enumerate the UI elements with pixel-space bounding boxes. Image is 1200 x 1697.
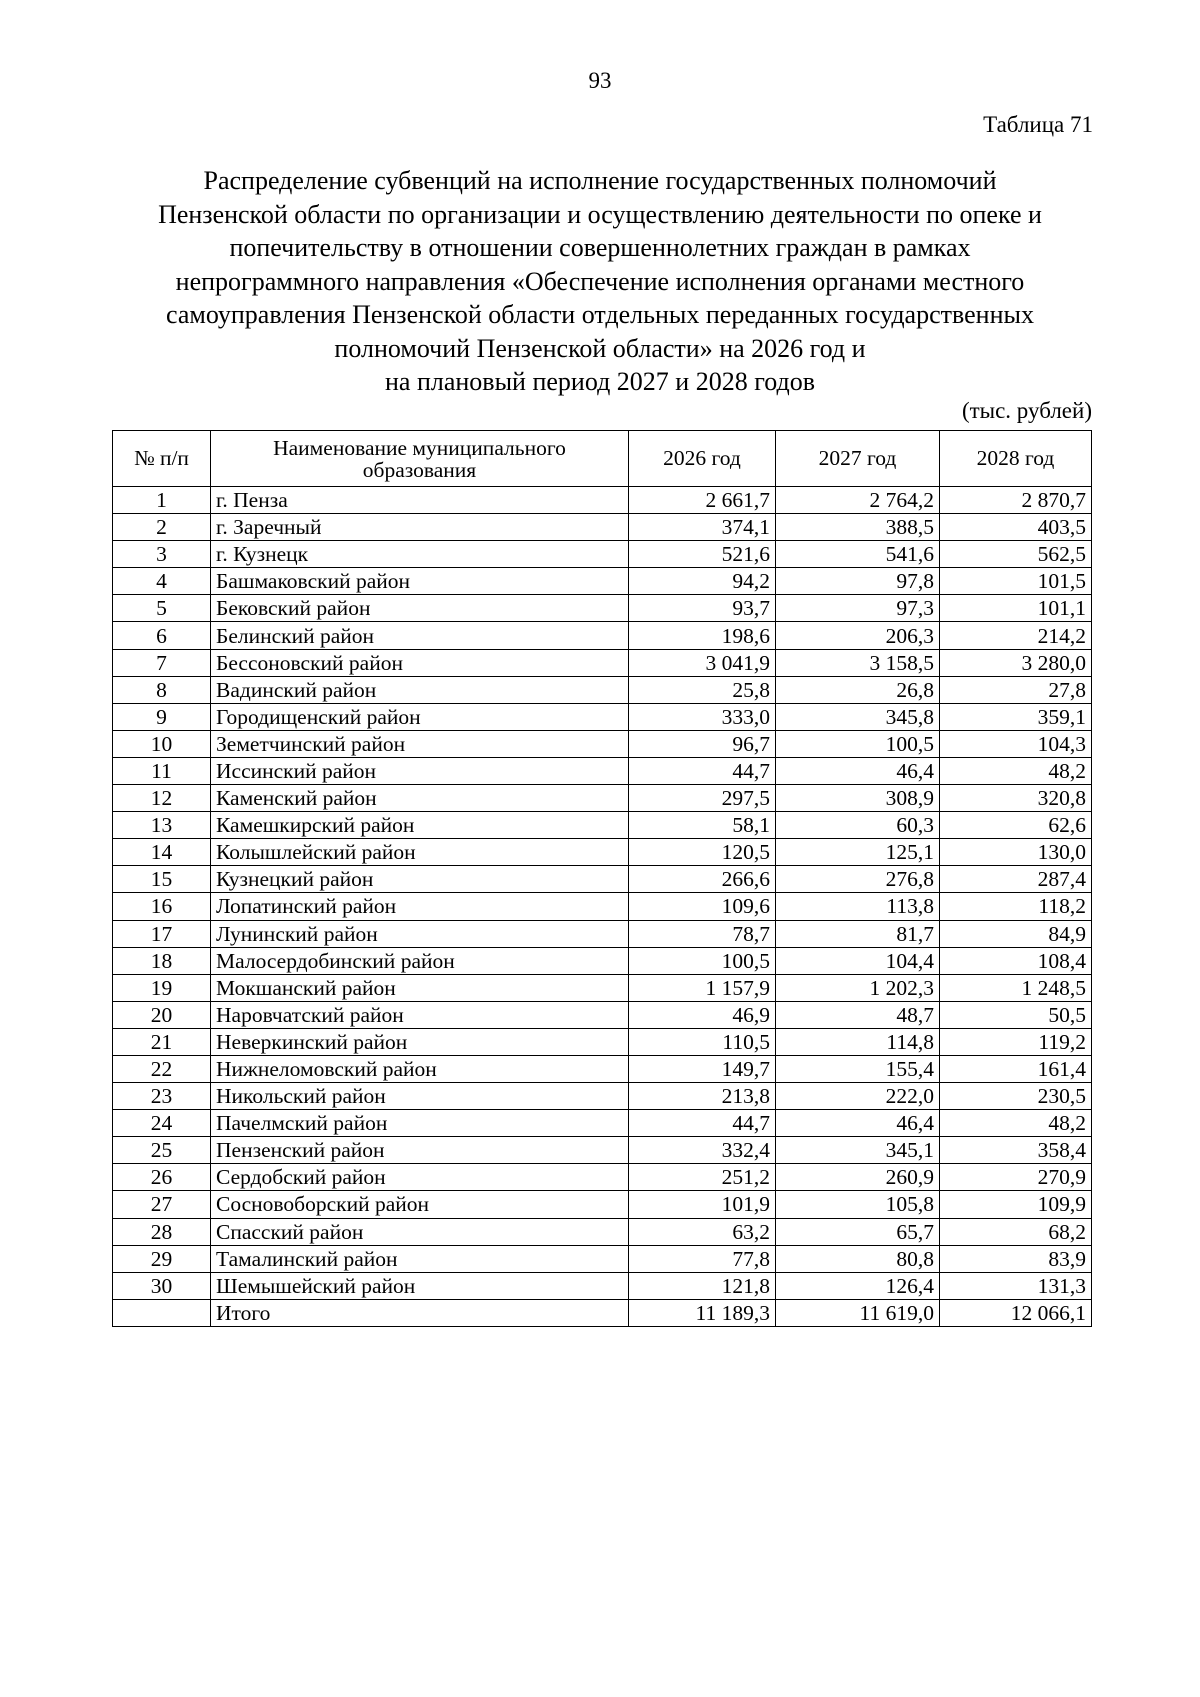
value-2027: 260,9 [776, 1164, 940, 1191]
table-row [113, 785, 1092, 812]
total-row [113, 1299, 1092, 1326]
value-2026: 1 157,9 [629, 974, 776, 1001]
table-row [113, 757, 1092, 784]
value-2026: 25,8 [629, 676, 776, 703]
row-number: 6 [113, 622, 211, 649]
table-row [113, 947, 1092, 974]
table-row [113, 1137, 1092, 1164]
value-2028: 230,5 [940, 1083, 1092, 1110]
row-number: 20 [113, 1001, 211, 1028]
table-row [113, 649, 1092, 676]
value-2027: 388,5 [776, 514, 940, 541]
value-2027: 97,3 [776, 595, 940, 622]
table-row [113, 1245, 1092, 1272]
municipality-name: Спасский район [211, 1218, 629, 1245]
table-row [113, 812, 1092, 839]
table-number: Таблица 71 [983, 112, 1093, 137]
table-row [113, 974, 1092, 1001]
value-2026: 521,6 [629, 541, 776, 568]
row-number: 15 [113, 866, 211, 893]
table-row [113, 703, 1092, 730]
municipality-name: Вадинский район [211, 676, 629, 703]
value-2028: 403,5 [940, 514, 1092, 541]
value-2027: 80,8 [776, 1245, 940, 1272]
title-line: Пензенской области по организации и осуществлению деятельности по опеке и [158, 199, 1042, 229]
value-2027: 104,4 [776, 947, 940, 974]
row-number: 17 [113, 920, 211, 947]
municipality-name: Бековский район [211, 595, 629, 622]
table-row [113, 730, 1092, 757]
row-number: 21 [113, 1028, 211, 1055]
row-number: 22 [113, 1055, 211, 1082]
value-2027: 541,6 [776, 541, 940, 568]
value-2026: 333,0 [629, 703, 776, 730]
value-2026: 149,7 [629, 1055, 776, 1082]
table-row [113, 487, 1092, 514]
row-number: 12 [113, 785, 211, 812]
value-2026: 77,8 [629, 1245, 776, 1272]
municipality-name: Сосновоборский район [211, 1191, 629, 1218]
value-2027: 100,5 [776, 730, 940, 757]
municipality-name: Шемышейский район [211, 1272, 629, 1299]
value-2026: 332,4 [629, 1137, 776, 1164]
row-number: 2 [113, 514, 211, 541]
value-2028: 109,9 [940, 1191, 1092, 1218]
table-row [113, 1218, 1092, 1245]
value-2026: 78,7 [629, 920, 776, 947]
table-row [113, 1028, 1092, 1055]
value-2026: 63,2 [629, 1218, 776, 1245]
table-row [113, 839, 1092, 866]
value-2027: 105,8 [776, 1191, 940, 1218]
value-2028: 1 248,5 [940, 974, 1092, 1001]
total-2027: 11 619,0 [776, 1299, 940, 1326]
value-2028: 101,5 [940, 568, 1092, 595]
row-number: 3 [113, 541, 211, 568]
row-number: 19 [113, 974, 211, 1001]
value-2026: 121,8 [629, 1272, 776, 1299]
value-2028: 161,4 [940, 1055, 1092, 1082]
value-2027: 1 202,3 [776, 974, 940, 1001]
header-2028: 2028 год [940, 431, 1092, 487]
municipality-name: г. Кузнецк [211, 541, 629, 568]
value-2028: 84,9 [940, 920, 1092, 947]
value-2028: 270,9 [940, 1164, 1092, 1191]
row-number: 18 [113, 947, 211, 974]
value-2026: 109,6 [629, 893, 776, 920]
value-2028: 118,2 [940, 893, 1092, 920]
table-row [113, 1191, 1092, 1218]
table-row [113, 1272, 1092, 1299]
municipality-name: Неверкинский район [211, 1028, 629, 1055]
row-number: 11 [113, 757, 211, 784]
value-2026: 44,7 [629, 757, 776, 784]
row-number: 28 [113, 1218, 211, 1245]
value-2026: 198,6 [629, 622, 776, 649]
table-row [113, 866, 1092, 893]
total-2028: 12 066,1 [940, 1299, 1092, 1326]
value-2026: 266,6 [629, 866, 776, 893]
municipality-name: г. Пенза [211, 487, 629, 514]
row-number: 24 [113, 1110, 211, 1137]
table-row [113, 920, 1092, 947]
value-2028: 2 870,7 [940, 487, 1092, 514]
table-row [113, 622, 1092, 649]
municipality-name: Колышлейский район [211, 839, 629, 866]
table-row [113, 595, 1092, 622]
value-2026: 110,5 [629, 1028, 776, 1055]
value-2028: 119,2 [940, 1028, 1092, 1055]
value-2026: 120,5 [629, 839, 776, 866]
value-2026: 213,8 [629, 1083, 776, 1110]
municipality-name: Бессоновский район [211, 649, 629, 676]
value-2028: 358,4 [940, 1137, 1092, 1164]
value-2027: 26,8 [776, 676, 940, 703]
municipality-name: Малосердобинский район [211, 947, 629, 974]
row-number: 7 [113, 649, 211, 676]
row-number: 23 [113, 1083, 211, 1110]
value-2027: 125,1 [776, 839, 940, 866]
municipality-name: Нижнеломовский район [211, 1055, 629, 1082]
row-number: 8 [113, 676, 211, 703]
municipality-name: Пензенский район [211, 1137, 629, 1164]
value-2027: 46,4 [776, 757, 940, 784]
value-2028: 62,6 [940, 812, 1092, 839]
row-number: 14 [113, 839, 211, 866]
table-row [113, 541, 1092, 568]
value-2026: 93,7 [629, 595, 776, 622]
header-municipality: Наименование муниципального образования [211, 431, 629, 487]
value-2028: 287,4 [940, 866, 1092, 893]
table-header-row [113, 431, 1092, 487]
value-2028: 130,0 [940, 839, 1092, 866]
value-2028: 3 280,0 [940, 649, 1092, 676]
subventions-table [112, 430, 1092, 1327]
value-2027: 46,4 [776, 1110, 940, 1137]
page-number: 93 [588, 68, 612, 93]
municipality-name: Лопатинский район [211, 893, 629, 920]
municipality-name: г. Заречный [211, 514, 629, 541]
value-2028: 214,2 [940, 622, 1092, 649]
value-2028: 83,9 [940, 1245, 1092, 1272]
municipality-name: Кузнецкий район [211, 866, 629, 893]
value-2028: 68,2 [940, 1218, 1092, 1245]
row-number: 9 [113, 703, 211, 730]
header-2026: 2026 год [629, 431, 776, 487]
header-number: № п/п [113, 431, 211, 487]
title-line: самоуправления Пензенской области отдельных переданных государственных [166, 300, 1034, 329]
table-row [113, 514, 1092, 541]
value-2027: 222,0 [776, 1083, 940, 1110]
value-2026: 46,9 [629, 1001, 776, 1028]
row-number: 26 [113, 1164, 211, 1191]
value-2026: 374,1 [629, 514, 776, 541]
value-2027: 2 764,2 [776, 487, 940, 514]
value-2027: 114,8 [776, 1028, 940, 1055]
units-label: (тыс. рублей) [961, 398, 1092, 423]
table-title [100, 164, 1100, 399]
row-number: 5 [113, 595, 211, 622]
row-number: 27 [113, 1191, 211, 1218]
row-number: 13 [113, 812, 211, 839]
value-2027: 345,1 [776, 1137, 940, 1164]
municipality-name: Тамалинский район [211, 1245, 629, 1272]
municipality-name: Белинский район [211, 622, 629, 649]
value-2028: 48,2 [940, 757, 1092, 784]
municipality-name: Лунинский район [211, 920, 629, 947]
row-number: 16 [113, 893, 211, 920]
value-2026: 96,7 [629, 730, 776, 757]
value-2028: 562,5 [940, 541, 1092, 568]
value-2026: 58,1 [629, 812, 776, 839]
municipality-name: Камешкирский район [211, 812, 629, 839]
value-2027: 206,3 [776, 622, 940, 649]
row-number: 25 [113, 1137, 211, 1164]
row-number: 29 [113, 1245, 211, 1272]
value-2026: 3 041,9 [629, 649, 776, 676]
row-number: 10 [113, 730, 211, 757]
table-row [113, 676, 1092, 703]
value-2027: 97,8 [776, 568, 940, 595]
value-2027: 65,7 [776, 1218, 940, 1245]
table-row [113, 568, 1092, 595]
value-2028: 27,8 [940, 676, 1092, 703]
title-line: на плановый период 2027 и 2028 годов [385, 367, 815, 396]
table-row [113, 1001, 1092, 1028]
value-2026: 44,7 [629, 1110, 776, 1137]
value-2027: 276,8 [776, 866, 940, 893]
municipality-name: Мокшанский район [211, 974, 629, 1001]
value-2028: 131,3 [940, 1272, 1092, 1299]
municipality-name: Иссинский район [211, 757, 629, 784]
row-number: 30 [113, 1272, 211, 1299]
title-line: Распределение субвенций на исполнение государственных полномочий [203, 166, 997, 195]
value-2027: 60,3 [776, 812, 940, 839]
value-2026: 251,2 [629, 1164, 776, 1191]
header-2027: 2027 год [776, 431, 940, 487]
municipality-name: Башмаковский район [211, 568, 629, 595]
value-2027: 113,8 [776, 893, 940, 920]
value-2026: 297,5 [629, 785, 776, 812]
table-row [113, 893, 1092, 920]
table-body [113, 487, 1092, 1300]
value-2028: 320,8 [940, 785, 1092, 812]
total-2026: 11 189,3 [629, 1299, 776, 1326]
title-line: полномочий Пензенской области» на 2026 год и [334, 333, 866, 363]
value-2028: 104,3 [940, 730, 1092, 757]
value-2027: 48,7 [776, 1001, 940, 1028]
value-2028: 108,4 [940, 947, 1092, 974]
municipality-name: Земетчинский район [211, 730, 629, 757]
row-number: 1 [113, 487, 211, 514]
total-number-cell [113, 1299, 211, 1326]
value-2028: 359,1 [940, 703, 1092, 730]
value-2026: 2 661,7 [629, 487, 776, 514]
municipality-name: Городищенский район [211, 703, 629, 730]
value-2027: 126,4 [776, 1272, 940, 1299]
value-2028: 50,5 [940, 1001, 1092, 1028]
value-2027: 155,4 [776, 1055, 940, 1082]
title-line: непрограммного направления «Обеспечение исполнения органами местного [175, 266, 1025, 296]
table-row [113, 1110, 1092, 1137]
municipality-name: Пачелмский район [211, 1110, 629, 1137]
value-2026: 101,9 [629, 1191, 776, 1218]
municipality-name: Наровчатский район [211, 1001, 629, 1028]
total-label: Итого [211, 1299, 629, 1326]
municipality-name: Каменский район [211, 785, 629, 812]
value-2026: 100,5 [629, 947, 776, 974]
row-number: 4 [113, 568, 211, 595]
municipality-name: Никольский район [211, 1083, 629, 1110]
table-row [113, 1055, 1092, 1082]
value-2028: 101,1 [940, 595, 1092, 622]
value-2027: 308,9 [776, 785, 940, 812]
value-2027: 81,7 [776, 920, 940, 947]
table-row [113, 1083, 1092, 1110]
table-row [113, 1164, 1092, 1191]
title-line: попечительству в отношении совершеннолетних граждан в рамках [229, 233, 971, 262]
value-2027: 345,8 [776, 703, 940, 730]
value-2028: 48,2 [940, 1110, 1092, 1137]
value-2026: 94,2 [629, 568, 776, 595]
municipality-name: Сердобский район [211, 1164, 629, 1191]
value-2027: 3 158,5 [776, 649, 940, 676]
